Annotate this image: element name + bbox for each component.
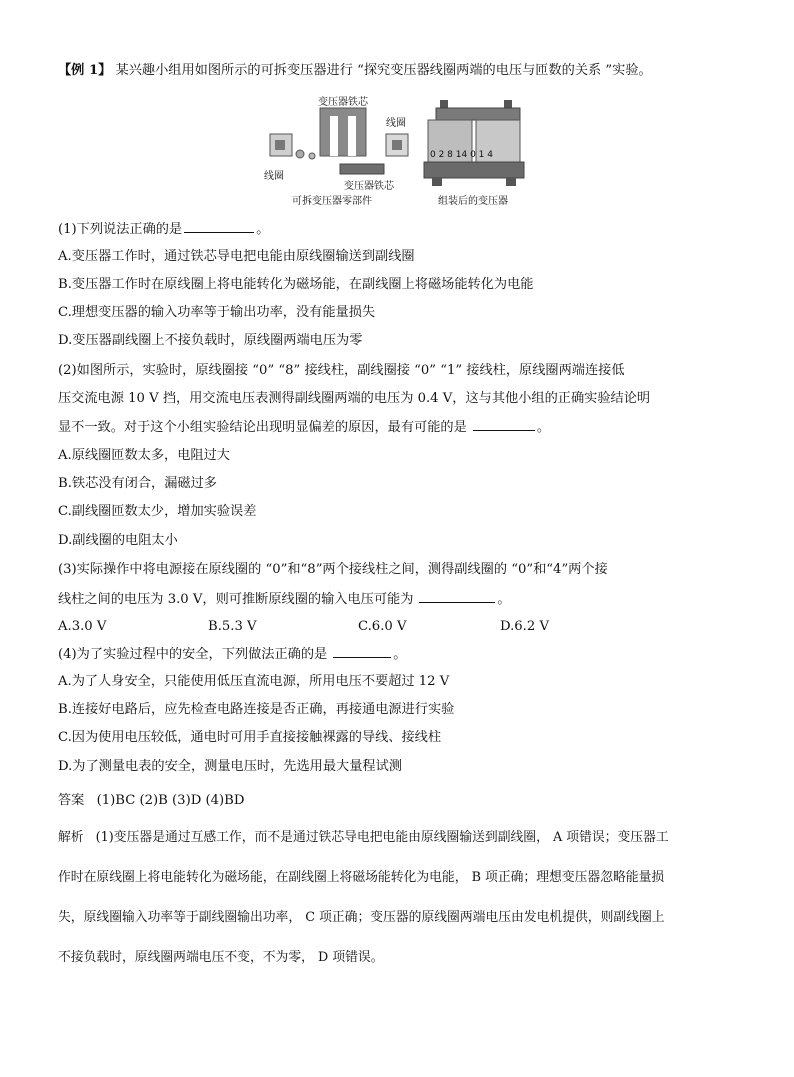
q4-option-d: D.为了测量电表的安全，测量电压时，先选用最大量程试测: [58, 759, 402, 774]
analysis-line-4: 不接负载时，原线圈两端电压不变，不为零， D 项错误。: [58, 950, 384, 965]
core-u-shape: [320, 108, 366, 156]
analysis-line-2: 作时在原线圈上将电能转化为磁场能，在副线圈上将磁场能转化为电能， B 项正确；理想变压器忽略能量损: [58, 870, 665, 885]
answer-label: 答案: [58, 793, 85, 808]
q2-line-3-wrap: [58, 418, 550, 437]
label-core-top: 变压器铁芯: [318, 97, 368, 108]
label-coil-left: 线圈: [264, 171, 284, 182]
q4-stem-line: [58, 645, 406, 664]
q3-option-b: B.5.3 V: [208, 619, 257, 634]
q1-option-d: D.变压器副线圈上不接负载时，原线圈两端电压为零: [58, 333, 363, 348]
q4-option-b: B.连接好电路后，应先检查电路连接是否正确，再接通电源进行实验: [58, 702, 455, 717]
caption-assembled: 组装后的变压器: [438, 196, 508, 207]
q1-option-a: A.变压器工作时，通过铁芯导电把电能由原线圈输送到副线圈: [58, 249, 415, 264]
q1-end: 。: [256, 222, 270, 237]
q3-answer-blank: [419, 590, 495, 603]
q1-stem: (1)下列说法正确的是: [58, 222, 183, 237]
q2-end: 。: [536, 420, 550, 435]
q2-option-b: B.铁芯没有闭合，漏磁过多: [58, 476, 217, 491]
q3-end: 。: [497, 592, 511, 607]
q1-option-b: B.变压器工作时在原线圈上将电能转化为磁场能，在副线圈上将磁场能转化为电能: [58, 277, 534, 292]
example-intro: 某兴趣小组用如图所示的可拆变压器进行 “探究变压器线圈两端的电压与匝数的关系 ”实验。: [115, 63, 652, 78]
q4-end: 。: [393, 647, 407, 662]
analysis-line-1-wrap: [58, 829, 669, 847]
q3-line-2-wrap: [58, 590, 511, 609]
q3-line-2: 线柱之间的电压为 3.0 V，则可推断原线圈的输入电压可能为: [58, 592, 414, 607]
q2-line-1: (2)如图所示，实验时，原线圈接 “0” “8” 接线柱，副线圈接 “0” “1” 接线柱，原线圈两端连接低: [58, 363, 625, 378]
core-bar: [340, 164, 384, 174]
q3-option-d: D.6.2 V: [500, 619, 549, 634]
example-tag: 【例 1】: [58, 63, 112, 78]
answer-line: [58, 792, 244, 810]
example-intro-line: [58, 62, 652, 80]
analysis-label: 解析: [58, 830, 84, 845]
q4-answer-blank: [333, 645, 391, 658]
label-coil-right: 线圈: [386, 118, 406, 129]
answer-text: (1)BC (2)B (3)D (4)BD: [96, 793, 245, 808]
q2-line-2: 压交流电源 10 V 挡，用交流电压表测得副线圈两端的电压为 0.4 V，这与其他小组的正确实验结论明: [58, 391, 651, 406]
q1-option-c: C.理想变压器的输入功率等于输出功率，没有能量损失: [58, 305, 376, 320]
q2-answer-blank: [473, 418, 535, 431]
q4-option-a: A.为了人身安全，只能使用低压直流电源，所用电压不要超过 12 V: [58, 674, 450, 689]
coil-right: [386, 134, 408, 156]
q2-option-a: A.原线圈匝数太多，电阻过大: [58, 448, 230, 463]
q3-line-1: (3)实际操作中将电源接在原线圈的 “0”和“8”两个接线柱之间，测得副线圈的 “0”和“4”两个接: [58, 562, 608, 577]
analysis-line-1: (1)变压器是通过互感工作，而不是通过铁芯导电把电能由原线圈输送到副线圈， A 项错误；变压器工: [95, 830, 669, 845]
q2-option-c: C.副线圈匝数太少，增加实验误差: [58, 504, 257, 519]
q3-option-c: C.6.0 V: [358, 619, 407, 634]
q4-option-c: C.因为使用电压较低，通电时可用手直接接触裸露的导线、接线柱: [58, 730, 442, 745]
q1-answer-blank: [184, 220, 254, 233]
caption-parts: 可拆变压器零部件: [292, 196, 372, 207]
q4-stem: (4)为了实验过程中的安全，下列做法正确的是: [58, 647, 328, 662]
analysis-line-3: 失，原线圈输入功率等于副线圈输出功率， C 项正确；变压器的原线圈两端电压由发电机提供，则副线圈上: [58, 910, 665, 925]
assembled-transformer: [424, 100, 524, 186]
transformer-figure: [262, 94, 542, 214]
q1-stem-line: [58, 220, 269, 239]
label-core-bottom: 变压器铁芯: [344, 181, 394, 192]
terminal-numbers: 0 2 8 14 0 1 4: [430, 150, 493, 160]
q3-option-a: A.3.0 V: [58, 619, 107, 634]
q2-option-d: D.副线圈的电阻太小: [58, 533, 178, 548]
coil-left: [270, 134, 315, 159]
q2-line-3: 显不一致。对于这个小组实验结论出现明显偏差的原因，最有可能的是: [58, 420, 467, 435]
